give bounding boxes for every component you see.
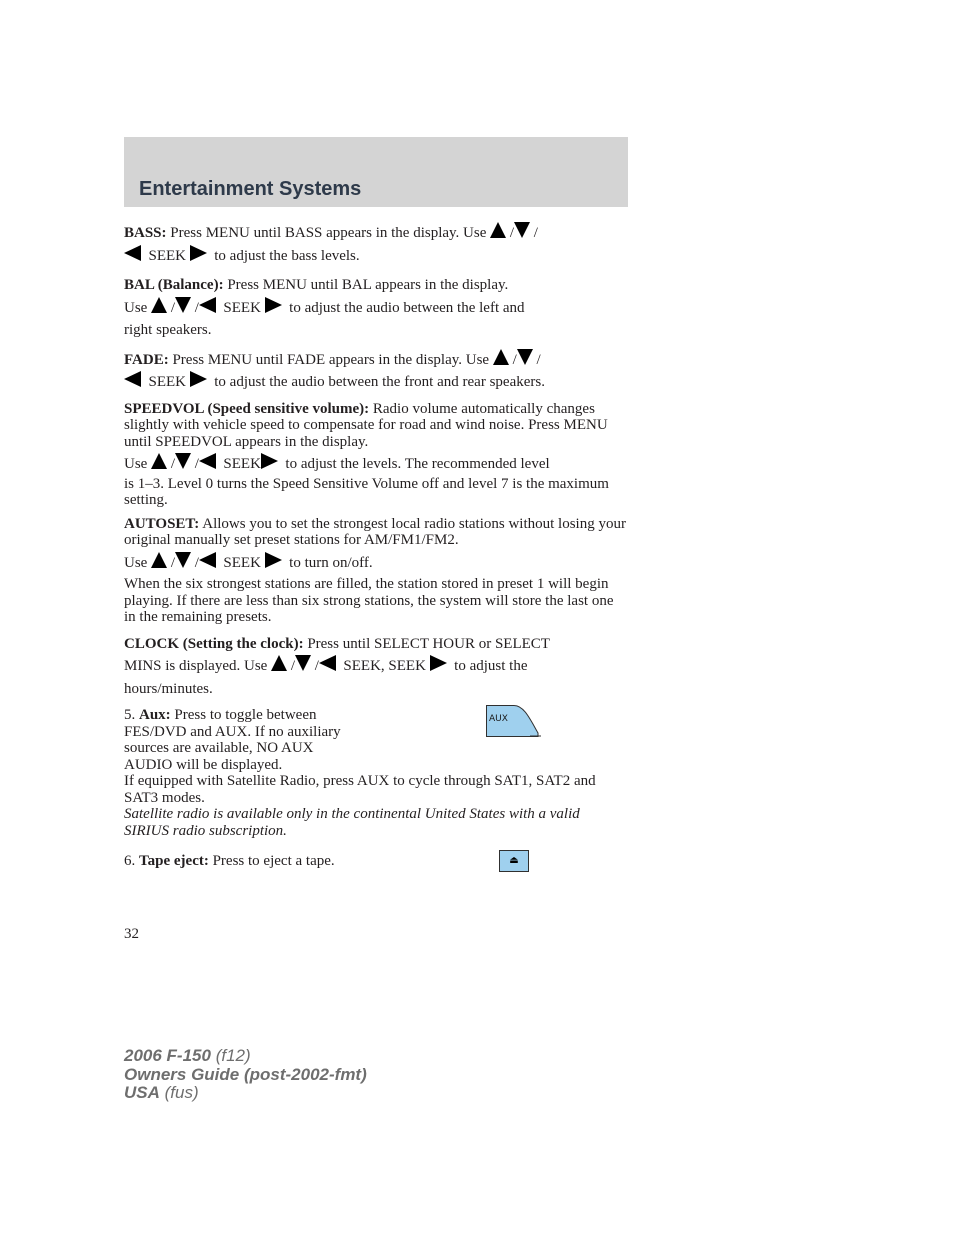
aux-label: Aux:	[139, 707, 171, 723]
bal-label: BAL (Balance):	[124, 277, 224, 293]
fade-text: Press MENU until FADE appears in the display. Use	[172, 351, 490, 368]
autoset-label: AUTOSET:	[124, 515, 200, 532]
clock-text-4: hours/minutes.	[124, 680, 213, 697]
clock-text-3: to adjust the	[454, 658, 528, 674]
speedvol-paragraph	[124, 401, 628, 451]
page-number: 32	[124, 926, 139, 942]
eject-button-icon: ⏏	[499, 850, 529, 872]
item-number: 6.	[124, 853, 136, 869]
speedvol-controls: Use / / SEEK to adjust the levels. The recommended level	[124, 453, 628, 476]
up-arrow-icon	[271, 655, 287, 671]
footer	[124, 1047, 367, 1103]
left-arrow-icon	[124, 245, 141, 261]
left-arrow-icon	[124, 371, 141, 387]
down-arrow-icon	[175, 453, 191, 469]
aux-icon-label: AUX	[489, 714, 508, 724]
bal-paragraph: BAL (Balance): Press MENU until BAL appears in the display. Use / / SEEK to adjust the audio between the left and right speakers.	[124, 277, 525, 338]
seek-label: SEEK, SEEK	[343, 658, 426, 674]
eject-section	[124, 853, 628, 870]
use-label: Use	[124, 299, 148, 316]
speedvol-text: Radio volume automatically changes slightly with vehicle speed to compensate for road and wind noise. Press MENU until SPEEDVOL appears in the display.	[124, 400, 608, 450]
clock-text: Press until SELECT HOUR or SELECT	[307, 635, 550, 652]
footer-region: USA	[124, 1083, 160, 1102]
bal-text-2: to adjust the audio between the left and	[289, 299, 525, 316]
aux-note: Satellite radio is available only in the continental United States with a valid SIRIUS radio subscription.	[124, 806, 580, 839]
right-arrow-icon	[190, 245, 207, 261]
seek-label: SEEK	[223, 554, 261, 571]
up-arrow-icon	[151, 453, 167, 469]
bal-text: Press MENU until BAL appears in the display.	[227, 277, 509, 293]
fade-label: FADE:	[124, 351, 169, 368]
autoset-text-2: to turn on/off.	[289, 554, 373, 571]
seek-label: SEEK	[148, 374, 186, 390]
right-arrow-icon	[261, 453, 278, 469]
autoset-text-3: When the six strongest stations are filled, the station stored in preset 1 will begin playing. If there are less than six strong stations, the system will store the last one in the remaining presets.	[124, 576, 614, 625]
clock-text-2: MINS is displayed. Use	[124, 658, 268, 674]
up-arrow-icon	[151, 297, 167, 313]
right-arrow-icon	[265, 297, 282, 313]
down-arrow-icon	[295, 655, 311, 671]
aux-description	[124, 707, 364, 773]
seek-label: SEEK	[148, 247, 186, 264]
footer-guide: Owners Guide (post-2002-fmt)	[124, 1064, 367, 1084]
aux-text: Press to toggle between FES/DVD and AUX. If no auxiliary sources are available, NO AUX AUDIO will be displayed.	[124, 707, 341, 773]
left-arrow-icon	[199, 297, 216, 313]
seek-label: SEEK	[223, 456, 261, 472]
up-arrow-icon	[490, 222, 506, 238]
down-arrow-icon	[175, 552, 191, 568]
clock-label: CLOCK (Setting the clock):	[124, 635, 304, 652]
eject-label: Tape eject:	[139, 853, 209, 869]
left-arrow-icon	[319, 655, 336, 671]
down-arrow-icon	[514, 222, 530, 238]
autoset-controls: Use / / SEEK to turn on/off.	[124, 552, 628, 575]
footer-code: (f12)	[215, 1046, 251, 1065]
section-title: Entertainment Systems	[139, 178, 362, 200]
speedvol-text-2: to adjust the levels. The recommended level	[285, 456, 550, 472]
right-arrow-icon	[190, 371, 207, 387]
right-arrow-icon	[430, 655, 447, 671]
aux-section	[124, 707, 628, 839]
speedvol-label: SPEEDVOL (Speed sensitive volume):	[124, 400, 370, 417]
up-arrow-icon	[493, 349, 509, 365]
use-label: Use	[124, 456, 148, 472]
aux-button-icon	[486, 705, 542, 737]
bass-paragraph: BASS: Press MENU until BASS appears in the display. Use / / SEEK to adjust the bass levels.	[124, 222, 628, 267]
up-arrow-icon	[151, 552, 167, 568]
bal-text-3: right speakers.	[124, 322, 212, 338]
fade-text-2: to adjust the audio between the front and rear speakers.	[214, 374, 545, 390]
bass-text-2: to adjust the bass levels.	[214, 247, 360, 264]
bass-label: BASS:	[124, 225, 167, 241]
right-arrow-icon	[265, 552, 282, 568]
use-label: Use	[124, 554, 148, 571]
speedvol-text-3: is 1–3. Level 0 turns the Speed Sensitive Volume off and level 7 is the maximum setting.	[124, 475, 609, 508]
eject-text: Press to eject a tape.	[212, 853, 335, 869]
aux-text-2: If equipped with Satellite Radio, press AUX to cycle through SAT1, SAT2 and SAT3 modes.	[124, 773, 596, 806]
footer-model: 2006 F-150	[124, 1046, 211, 1065]
down-arrow-icon	[175, 297, 191, 313]
autoset-paragraph	[124, 516, 628, 549]
clock-paragraph: CLOCK (Setting the clock): Press until SELECT HOUR or SELECT MINS is displayed. Use / / SEEK, SEEK to adjust the hours/minutes.	[124, 635, 550, 697]
content-body	[124, 222, 628, 870]
left-arrow-icon	[199, 552, 216, 568]
autoset-text: Allows you to set the strongest local radio stations without losing your original manually set preset stations for AM/FM1/FM2.	[124, 515, 626, 548]
item-number: 5.	[124, 707, 136, 723]
bass-text: Press MENU until BASS appears in the display. Use	[170, 225, 487, 241]
footer-region-code: (fus)	[164, 1083, 199, 1102]
section-header	[124, 137, 628, 207]
left-arrow-icon	[199, 453, 216, 469]
down-arrow-icon	[517, 349, 533, 365]
fade-paragraph: FADE: Press MENU until FADE appears in the display. Use / / SEEK to adjust the audio between the front and rear speakers.	[124, 349, 628, 394]
seek-label: SEEK	[223, 299, 261, 316]
